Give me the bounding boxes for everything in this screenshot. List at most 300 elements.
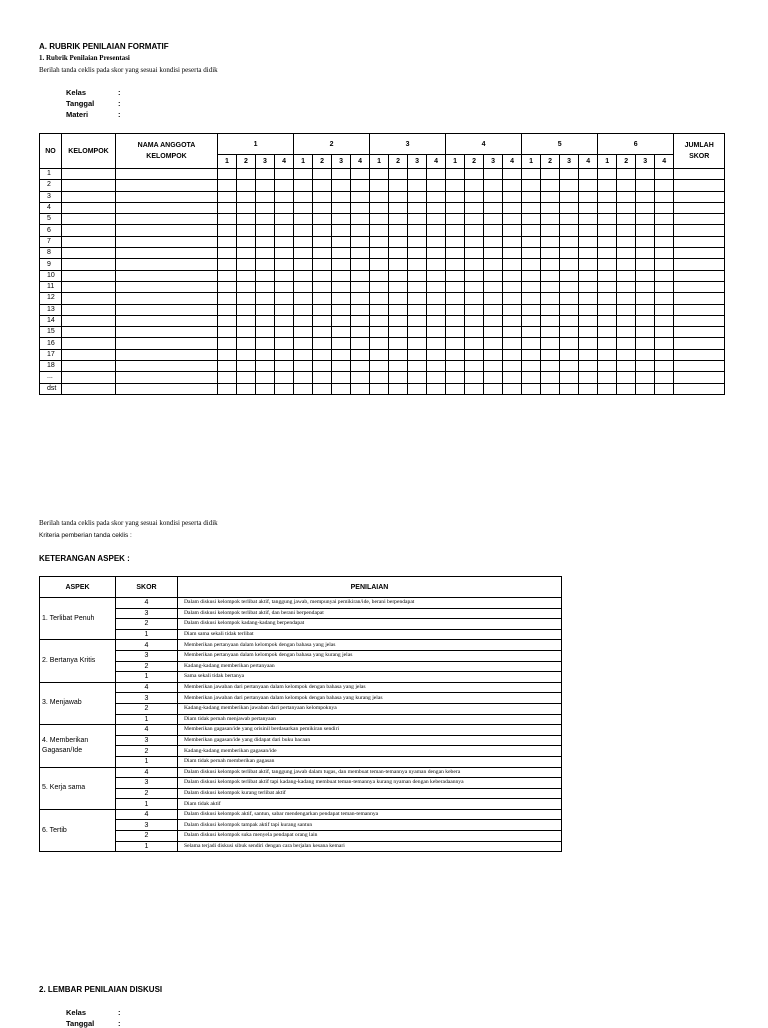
score-cell[interactable] [427, 169, 446, 180]
score-cell[interactable] [674, 304, 725, 315]
score-cell[interactable] [674, 383, 725, 394]
score-cell[interactable] [237, 236, 256, 247]
score-cell[interactable] [598, 338, 617, 349]
score-cell[interactable] [389, 270, 408, 281]
score-cell[interactable] [370, 383, 389, 394]
score-cell[interactable] [560, 214, 579, 225]
score-cell[interactable] [465, 259, 484, 270]
score-cell[interactable] [674, 225, 725, 236]
score-cell[interactable] [62, 383, 116, 394]
score-cell[interactable] [655, 202, 674, 213]
score-cell[interactable] [522, 191, 541, 202]
score-cell[interactable] [522, 338, 541, 349]
score-cell[interactable] [62, 281, 116, 292]
score-cell[interactable] [408, 191, 427, 202]
score-cell[interactable] [598, 259, 617, 270]
score-cell[interactable] [218, 236, 237, 247]
score-cell[interactable] [116, 383, 218, 394]
score-cell[interactable] [62, 327, 116, 338]
score-cell[interactable] [427, 270, 446, 281]
score-cell[interactable] [446, 270, 465, 281]
score-cell[interactable] [218, 191, 237, 202]
score-cell[interactable] [294, 372, 313, 383]
score-cell[interactable] [541, 281, 560, 292]
score-cell[interactable] [465, 180, 484, 191]
score-cell[interactable] [522, 169, 541, 180]
score-cell[interactable] [408, 225, 427, 236]
score-cell[interactable] [465, 304, 484, 315]
score-cell[interactable] [579, 372, 598, 383]
score-cell[interactable] [116, 225, 218, 236]
score-cell[interactable] [617, 191, 636, 202]
score-cell[interactable] [116, 372, 218, 383]
score-cell[interactable] [313, 361, 332, 372]
score-cell[interactable] [617, 327, 636, 338]
score-cell[interactable] [62, 338, 116, 349]
score-cell[interactable] [598, 349, 617, 360]
score-cell[interactable] [674, 270, 725, 281]
score-cell[interactable] [579, 202, 598, 213]
score-cell[interactable] [256, 327, 275, 338]
score-cell[interactable] [560, 361, 579, 372]
score-cell[interactable] [598, 169, 617, 180]
score-cell[interactable] [218, 327, 237, 338]
score-cell[interactable] [427, 180, 446, 191]
score-cell[interactable] [636, 214, 655, 225]
score-cell[interactable] [484, 361, 503, 372]
score-cell[interactable] [256, 372, 275, 383]
score-cell[interactable] [218, 214, 237, 225]
score-cell[interactable] [389, 169, 408, 180]
score-cell[interactable] [62, 304, 116, 315]
score-cell[interactable] [522, 180, 541, 191]
score-cell[interactable] [579, 293, 598, 304]
score-cell[interactable] [503, 327, 522, 338]
score-cell[interactable] [370, 236, 389, 247]
score-cell[interactable] [560, 293, 579, 304]
score-cell[interactable] [370, 180, 389, 191]
score-cell[interactable] [522, 202, 541, 213]
score-cell[interactable] [332, 361, 351, 372]
score-cell[interactable] [116, 315, 218, 326]
score-cell[interactable] [579, 361, 598, 372]
score-cell[interactable] [256, 383, 275, 394]
score-cell[interactable] [237, 191, 256, 202]
score-cell[interactable] [446, 315, 465, 326]
score-cell[interactable] [674, 248, 725, 259]
score-cell[interactable] [256, 169, 275, 180]
score-cell[interactable] [446, 191, 465, 202]
score-cell[interactable] [332, 236, 351, 247]
score-cell[interactable] [465, 191, 484, 202]
score-cell[interactable] [446, 248, 465, 259]
score-cell[interactable] [275, 293, 294, 304]
score-cell[interactable] [332, 180, 351, 191]
score-cell[interactable] [465, 315, 484, 326]
score-cell[interactable] [313, 180, 332, 191]
score-cell[interactable] [408, 372, 427, 383]
score-cell[interactable] [370, 281, 389, 292]
score-cell[interactable] [484, 169, 503, 180]
score-cell[interactable] [503, 248, 522, 259]
score-cell[interactable] [294, 270, 313, 281]
score-cell[interactable] [541, 349, 560, 360]
score-cell[interactable] [427, 315, 446, 326]
score-cell[interactable] [389, 315, 408, 326]
score-cell[interactable] [389, 259, 408, 270]
score-cell[interactable] [465, 327, 484, 338]
score-cell[interactable] [503, 202, 522, 213]
score-cell[interactable] [579, 304, 598, 315]
score-cell[interactable] [579, 214, 598, 225]
score-cell[interactable] [503, 214, 522, 225]
score-cell[interactable] [116, 270, 218, 281]
score-cell[interactable] [541, 180, 560, 191]
score-cell[interactable] [275, 191, 294, 202]
score-cell[interactable] [503, 315, 522, 326]
score-cell[interactable] [503, 383, 522, 394]
score-cell[interactable] [636, 248, 655, 259]
score-cell[interactable] [617, 214, 636, 225]
score-cell[interactable] [408, 361, 427, 372]
score-cell[interactable] [62, 293, 116, 304]
score-cell[interactable] [674, 191, 725, 202]
score-cell[interactable] [389, 236, 408, 247]
score-cell[interactable] [275, 372, 294, 383]
score-cell[interactable] [313, 383, 332, 394]
score-cell[interactable] [389, 327, 408, 338]
score-cell[interactable] [218, 372, 237, 383]
score-cell[interactable] [655, 338, 674, 349]
score-cell[interactable] [256, 304, 275, 315]
score-cell[interactable] [389, 372, 408, 383]
score-cell[interactable] [503, 338, 522, 349]
score-cell[interactable] [294, 293, 313, 304]
score-cell[interactable] [465, 236, 484, 247]
score-cell[interactable] [256, 191, 275, 202]
score-cell[interactable] [560, 327, 579, 338]
score-cell[interactable] [579, 169, 598, 180]
score-cell[interactable] [636, 225, 655, 236]
score-cell[interactable] [294, 304, 313, 315]
score-cell[interactable] [294, 383, 313, 394]
score-cell[interactable] [370, 304, 389, 315]
score-cell[interactable] [332, 270, 351, 281]
score-cell[interactable] [294, 180, 313, 191]
score-cell[interactable] [560, 248, 579, 259]
score-cell[interactable] [218, 259, 237, 270]
score-cell[interactable] [579, 270, 598, 281]
score-cell[interactable] [522, 293, 541, 304]
score-cell[interactable] [116, 349, 218, 360]
score-cell[interactable] [351, 259, 370, 270]
score-cell[interactable] [560, 169, 579, 180]
score-cell[interactable] [408, 383, 427, 394]
score-cell[interactable] [218, 304, 237, 315]
score-cell[interactable] [465, 202, 484, 213]
score-cell[interactable] [446, 202, 465, 213]
score-cell[interactable] [427, 338, 446, 349]
score-cell[interactable] [351, 214, 370, 225]
score-cell[interactable] [617, 236, 636, 247]
score-cell[interactable] [237, 281, 256, 292]
score-cell[interactable] [617, 383, 636, 394]
score-cell[interactable] [427, 281, 446, 292]
score-cell[interactable] [674, 372, 725, 383]
score-cell[interactable] [237, 202, 256, 213]
score-cell[interactable] [275, 180, 294, 191]
score-cell[interactable] [218, 248, 237, 259]
score-cell[interactable] [370, 214, 389, 225]
score-cell[interactable] [427, 372, 446, 383]
score-cell[interactable] [598, 361, 617, 372]
score-cell[interactable] [351, 236, 370, 247]
score-cell[interactable] [116, 202, 218, 213]
score-cell[interactable] [427, 225, 446, 236]
score-cell[interactable] [351, 327, 370, 338]
score-cell[interactable] [218, 338, 237, 349]
score-cell[interactable] [408, 169, 427, 180]
score-cell[interactable] [427, 214, 446, 225]
score-cell[interactable] [655, 248, 674, 259]
score-cell[interactable] [313, 372, 332, 383]
score-cell[interactable] [560, 372, 579, 383]
score-cell[interactable] [408, 180, 427, 191]
score-cell[interactable] [332, 327, 351, 338]
score-cell[interactable] [484, 315, 503, 326]
score-cell[interactable] [484, 180, 503, 191]
score-cell[interactable] [427, 191, 446, 202]
score-cell[interactable] [541, 338, 560, 349]
score-cell[interactable] [294, 191, 313, 202]
score-cell[interactable] [294, 169, 313, 180]
score-cell[interactable] [389, 225, 408, 236]
score-cell[interactable] [503, 259, 522, 270]
score-cell[interactable] [116, 338, 218, 349]
score-cell[interactable] [275, 338, 294, 349]
score-cell[interactable] [579, 383, 598, 394]
score-cell[interactable] [370, 270, 389, 281]
score-cell[interactable] [218, 225, 237, 236]
score-cell[interactable] [541, 372, 560, 383]
score-cell[interactable] [484, 236, 503, 247]
score-cell[interactable] [560, 338, 579, 349]
score-cell[interactable] [636, 236, 655, 247]
score-cell[interactable] [294, 259, 313, 270]
score-cell[interactable] [351, 202, 370, 213]
score-cell[interactable] [256, 236, 275, 247]
score-cell[interactable] [598, 304, 617, 315]
score-cell[interactable] [541, 169, 560, 180]
score-cell[interactable] [275, 327, 294, 338]
score-cell[interactable] [617, 293, 636, 304]
score-cell[interactable] [655, 259, 674, 270]
score-cell[interactable] [275, 349, 294, 360]
score-cell[interactable] [617, 248, 636, 259]
score-cell[interactable] [674, 202, 725, 213]
score-cell[interactable] [313, 248, 332, 259]
score-cell[interactable] [62, 214, 116, 225]
score-cell[interactable] [116, 180, 218, 191]
score-cell[interactable] [370, 361, 389, 372]
score-cell[interactable] [674, 293, 725, 304]
score-cell[interactable] [370, 327, 389, 338]
score-cell[interactable] [62, 248, 116, 259]
score-cell[interactable] [332, 214, 351, 225]
score-cell[interactable] [351, 315, 370, 326]
score-cell[interactable] [617, 169, 636, 180]
score-cell[interactable] [332, 191, 351, 202]
score-cell[interactable] [370, 191, 389, 202]
score-cell[interactable] [62, 259, 116, 270]
score-cell[interactable] [503, 372, 522, 383]
score-cell[interactable] [389, 293, 408, 304]
score-cell[interactable] [427, 202, 446, 213]
score-cell[interactable] [598, 225, 617, 236]
score-cell[interactable] [503, 304, 522, 315]
score-cell[interactable] [116, 248, 218, 259]
score-cell[interactable] [560, 270, 579, 281]
score-cell[interactable] [294, 225, 313, 236]
score-cell[interactable] [446, 293, 465, 304]
score-cell[interactable] [465, 248, 484, 259]
score-cell[interactable] [62, 349, 116, 360]
score-cell[interactable] [579, 236, 598, 247]
score-cell[interactable] [313, 281, 332, 292]
score-cell[interactable] [116, 191, 218, 202]
score-cell[interactable] [256, 225, 275, 236]
score-cell[interactable] [655, 372, 674, 383]
score-cell[interactable] [427, 327, 446, 338]
score-cell[interactable] [275, 214, 294, 225]
score-cell[interactable] [275, 202, 294, 213]
score-cell[interactable] [446, 304, 465, 315]
score-cell[interactable] [541, 191, 560, 202]
score-cell[interactable] [408, 202, 427, 213]
score-cell[interactable] [674, 327, 725, 338]
score-cell[interactable] [313, 202, 332, 213]
score-cell[interactable] [294, 214, 313, 225]
score-cell[interactable] [446, 180, 465, 191]
score-cell[interactable] [636, 372, 655, 383]
score-cell[interactable] [522, 214, 541, 225]
score-cell[interactable] [275, 304, 294, 315]
score-cell[interactable] [389, 180, 408, 191]
score-cell[interactable] [579, 248, 598, 259]
score-cell[interactable] [313, 338, 332, 349]
score-cell[interactable] [484, 225, 503, 236]
score-cell[interactable] [655, 304, 674, 315]
score-cell[interactable] [256, 202, 275, 213]
score-cell[interactable] [674, 169, 725, 180]
score-cell[interactable] [370, 248, 389, 259]
score-cell[interactable] [598, 293, 617, 304]
score-cell[interactable] [218, 270, 237, 281]
score-cell[interactable] [522, 327, 541, 338]
score-cell[interactable] [484, 372, 503, 383]
score-cell[interactable] [674, 338, 725, 349]
score-cell[interactable] [522, 281, 541, 292]
score-cell[interactable] [294, 281, 313, 292]
score-cell[interactable] [332, 248, 351, 259]
score-cell[interactable] [617, 372, 636, 383]
score-cell[interactable] [351, 349, 370, 360]
score-cell[interactable] [522, 270, 541, 281]
score-cell[interactable] [465, 338, 484, 349]
score-cell[interactable] [351, 293, 370, 304]
score-cell[interactable] [579, 338, 598, 349]
score-cell[interactable] [598, 191, 617, 202]
score-cell[interactable] [62, 372, 116, 383]
score-cell[interactable] [313, 225, 332, 236]
score-cell[interactable] [560, 383, 579, 394]
score-cell[interactable] [522, 315, 541, 326]
score-cell[interactable] [408, 214, 427, 225]
score-cell[interactable] [541, 304, 560, 315]
score-cell[interactable] [636, 293, 655, 304]
score-cell[interactable] [256, 349, 275, 360]
score-cell[interactable] [598, 214, 617, 225]
score-cell[interactable] [541, 383, 560, 394]
score-cell[interactable] [541, 248, 560, 259]
score-cell[interactable] [617, 315, 636, 326]
score-cell[interactable] [560, 225, 579, 236]
score-cell[interactable] [655, 236, 674, 247]
score-cell[interactable] [351, 191, 370, 202]
score-cell[interactable] [313, 349, 332, 360]
score-cell[interactable] [465, 372, 484, 383]
score-cell[interactable] [446, 338, 465, 349]
score-cell[interactable] [218, 361, 237, 372]
score-cell[interactable] [218, 281, 237, 292]
score-cell[interactable] [617, 270, 636, 281]
score-cell[interactable] [116, 259, 218, 270]
score-cell[interactable] [655, 281, 674, 292]
score-cell[interactable] [237, 361, 256, 372]
score-cell[interactable] [655, 214, 674, 225]
score-cell[interactable] [332, 349, 351, 360]
score-cell[interactable] [116, 169, 218, 180]
score-cell[interactable] [446, 281, 465, 292]
score-cell[interactable] [636, 281, 655, 292]
score-cell[interactable] [579, 281, 598, 292]
score-cell[interactable] [560, 349, 579, 360]
score-cell[interactable] [598, 281, 617, 292]
score-cell[interactable] [332, 315, 351, 326]
score-cell[interactable] [218, 315, 237, 326]
score-cell[interactable] [541, 327, 560, 338]
score-cell[interactable] [351, 225, 370, 236]
score-cell[interactable] [484, 248, 503, 259]
score-cell[interactable] [579, 191, 598, 202]
score-cell[interactable] [62, 191, 116, 202]
score-cell[interactable] [579, 327, 598, 338]
score-cell[interactable] [636, 259, 655, 270]
score-cell[interactable] [370, 225, 389, 236]
score-cell[interactable] [370, 293, 389, 304]
score-cell[interactable] [237, 180, 256, 191]
score-cell[interactable] [332, 293, 351, 304]
score-cell[interactable] [256, 259, 275, 270]
score-cell[interactable] [484, 338, 503, 349]
score-cell[interactable] [351, 383, 370, 394]
score-cell[interactable] [503, 191, 522, 202]
score-cell[interactable] [446, 361, 465, 372]
score-cell[interactable] [503, 293, 522, 304]
score-cell[interactable] [617, 361, 636, 372]
score-cell[interactable] [408, 281, 427, 292]
score-cell[interactable] [674, 361, 725, 372]
